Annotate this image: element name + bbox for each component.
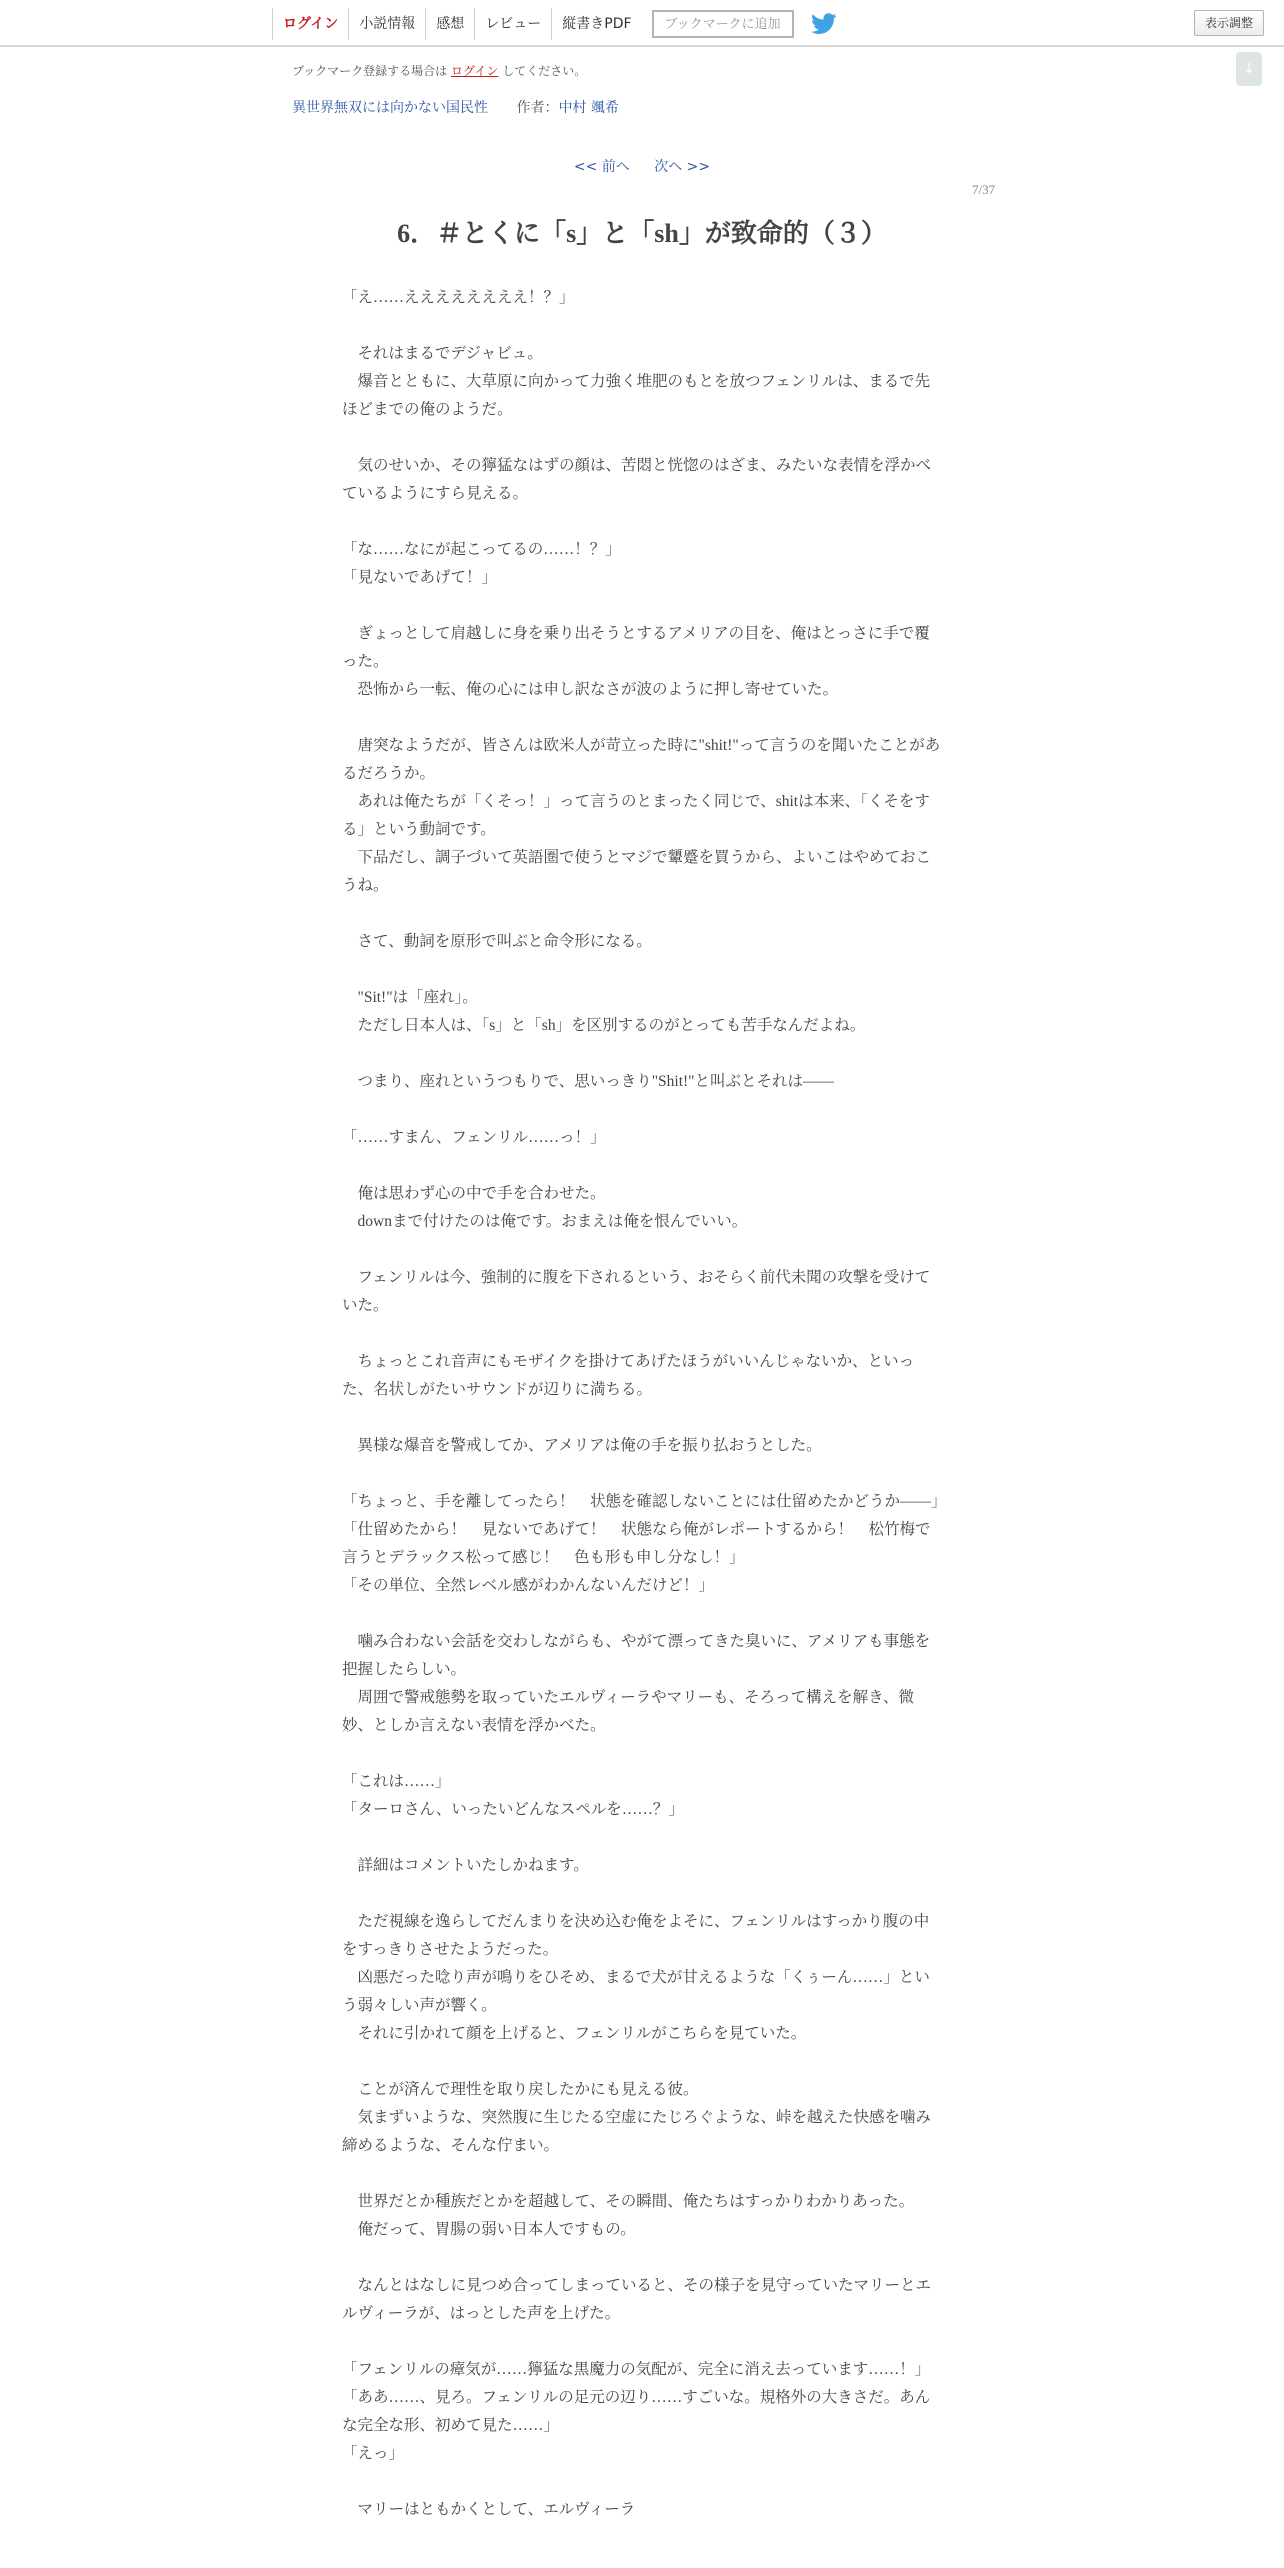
body-paragraph: 俺は思わず心の中で手を合わせた。: [342, 1185, 606, 1202]
body-paragraph: 世界だとか種族だとかを超越して、その瞬間、俺たちはすっかりわかりあった。: [342, 2193, 915, 2210]
novel-body: [342, 284, 947, 2524]
body-paragraph: [342, 1740, 942, 1768]
nav-vertical-pdf[interactable]: 縦書きPDF: [551, 8, 641, 40]
body-paragraph: [342, 2160, 942, 2188]
body-paragraph: フェンリルは今、強制的に腹を下されるという、おそらく前代未聞の攻撃を受けていた。: [342, 1269, 931, 1314]
chapter-count: 7/37: [972, 182, 996, 197]
next-chapter-link[interactable]: 次へ >>: [654, 159, 711, 175]
body-paragraph: 異様な爆音を警戒してか、アメリアは俺の手を振り払おうとした。: [342, 1437, 822, 1454]
prev-chapter-link[interactable]: << 前へ: [573, 159, 630, 175]
nav-impressions[interactable]: 感想: [425, 8, 474, 40]
add-bookmark-button[interactable]: ブックマークに追加: [652, 10, 794, 38]
body-paragraph: 下品だし、調子づいて英語圏で使うとマジで顰蹙を買うから、よいこはやめておこうね。: [342, 849, 932, 894]
author-link[interactable]: 中村 颯希: [558, 100, 619, 116]
body-paragraph: [342, 1404, 942, 1432]
body-paragraph: 「これは……」: [342, 1773, 451, 1790]
nav-novel-info[interactable]: 小説情報: [348, 8, 425, 40]
body-paragraph: ただし日本人は、「s」と「sh」を区別するのがとっても苦手なんだよね。: [342, 1017, 866, 1034]
body-paragraph: [342, 1320, 942, 1348]
top-navigation-bar: [0, 0, 1284, 47]
body-paragraph: 「フェンリルの瘴気が……獰猛な黒魔力の気配が、完全に消え去っています……！」: [342, 2361, 931, 2378]
body-paragraph: [342, 704, 942, 732]
body-paragraph: 「えっ」: [342, 2445, 405, 2462]
body-paragraph: マリーはともかくとして、エルヴィーラ: [342, 2501, 636, 2518]
body-paragraph: 恐怖から一転、俺の心には申し訳なさが波のように押し寄せていた。: [342, 681, 839, 698]
chapter-title: 6．＃とくに「s」と「sh」が致命的（３）: [397, 219, 887, 248]
body-paragraph: [342, 2328, 942, 2356]
body-paragraph: なんとはなしに見つめ合ってしまっていると、その様子を見守っていたマリーとエルヴィーラが、はっとした声を上げた。: [342, 2277, 932, 2322]
body-paragraph: 唐突なようだが、皆さんは欧米人が苛立った時に"shit!"って言うのを聞いたことがあるだろうか。: [342, 737, 941, 782]
body-paragraph: [342, 1460, 942, 1488]
body-paragraph: [342, 424, 942, 452]
body-paragraph: [342, 312, 942, 340]
body-paragraph: 「……すまん、フェンリル……っ！」: [342, 1129, 606, 1146]
body-paragraph: [342, 592, 942, 620]
body-paragraph: つまり、座れというつもりで、思いっきり"Shit!"と叫ぶとそれは――: [342, 1073, 834, 1090]
body-paragraph: 「その単位、全然レベル感がわかんないんだけど！」: [342, 1577, 715, 1594]
body-paragraph: 詳細はコメントいたしかねます。: [342, 1857, 589, 1874]
body-paragraph: ちょっとこれ音声にもモザイクを掛けてあげたほうがいいんじゃないか、といった、名状しがたいサウンドが辺りに満ちる。: [342, 1353, 915, 1398]
body-paragraph: 「え……ええええええええ！？」: [342, 289, 575, 306]
nav-review[interactable]: レビュー: [474, 8, 551, 40]
body-paragraph: それはまるでデジャビュ。: [342, 345, 543, 362]
body-paragraph: [342, 1824, 942, 1852]
body-paragraph: 周囲で警戒態勢を取っていたエルヴィーラやマリーも、そろって構えを解き、微妙、としか言えない表情を浮かべた。: [342, 1689, 914, 1734]
body-paragraph: 気まずいような、突然腹に生じたる空虚にたじろぐような、峠を越えた快感を噛み締めるような、そんな佇まい。: [342, 2109, 932, 2154]
main-nav: [272, 8, 838, 40]
body-paragraph: [342, 1152, 942, 1180]
body-paragraph: [342, 900, 942, 928]
body-paragraph: [342, 1880, 942, 1908]
body-paragraph: [342, 1096, 942, 1124]
body-paragraph: [342, 2048, 942, 2076]
bookmark-note-after: してください。: [502, 64, 587, 78]
body-paragraph: [342, 1236, 942, 1264]
novel-info: [292, 97, 619, 117]
body-paragraph: "Sit!"は「座れ」。: [342, 989, 478, 1006]
body-paragraph: あれは俺たちが「くそっ！」って言うのとまったく同じで、shitは本来、「くそをする」という動詞です。: [342, 793, 930, 838]
body-paragraph: 「ああ……、見ろ。フェンリルの足元の辺り……すごいな。規格外の大きさだ。あんな完全な形、初めて見た……」: [342, 2389, 931, 2434]
chapter-pager: [0, 156, 1284, 176]
novel-title-link[interactable]: 異世界無双には向かない国民性: [292, 100, 488, 116]
body-paragraph: 「ターロさん、いったいどんなスペルを……？」: [342, 1801, 684, 1818]
body-paragraph: [342, 2468, 942, 2496]
body-paragraph: [342, 1040, 942, 1068]
body-paragraph: [342, 1600, 942, 1628]
nav-login[interactable]: ログイン: [272, 8, 348, 40]
body-paragraph: ただ視線を逸らしてだんまりを決め込む俺をよそに、フェンリルはすっかり腹の中をすっきりさせたようだった。: [342, 1913, 930, 1958]
body-paragraph: 「な……なにが起こってるの……！？」: [342, 541, 621, 558]
body-paragraph: 「見ないであげて！」: [342, 569, 498, 586]
body-paragraph: 噛み合わない会話を交わしながらも、やがて漂ってきた臭いに、アメリアも事態を把握したらしい。: [342, 1633, 931, 1678]
body-paragraph: ことが済んで理性を取り戻したかにも見える彼。: [342, 2081, 699, 2098]
display-settings-button[interactable]: 表示調整: [1194, 10, 1264, 36]
bookmark-note-before: ブックマーク登録する場合は: [292, 64, 448, 78]
body-paragraph: 凶悪だった唸り声が鳴りをひそめ、まるで犬が甘えるような「くぅーん……」という弱々しい声が響く。: [342, 1969, 930, 2014]
body-paragraph: 「ちょっと、手を離してったら！ 状態を確認しないことには仕留めたかどうか――」: [342, 1493, 947, 1510]
body-paragraph: ぎょっとして肩越しに身を乗り出そうとするアメリアの目を、俺はとっさに手で覆った。: [342, 625, 930, 670]
body-paragraph: それに引かれて顔を上げると、フェンリルがこちらを見ていた。: [342, 2025, 807, 2042]
body-paragraph: downまで付けたのは俺です。おまえは俺を恨んでいい。: [342, 1213, 748, 1230]
body-paragraph: [342, 2244, 942, 2272]
body-paragraph: さて、動詞を原形で叫ぶと命令形になる。: [342, 933, 652, 950]
bookmark-note-login-link[interactable]: ログイン: [451, 64, 499, 78]
body-paragraph: 気のせいか、その獰猛なはずの顔は、苦悶と恍惚のはざま、みたいな表情を浮かべているようにすら見える。: [342, 457, 932, 502]
twitter-icon[interactable]: [810, 12, 838, 36]
body-paragraph: [342, 956, 942, 984]
scroll-down-button[interactable]: ↓: [1236, 52, 1262, 86]
body-paragraph: 「仕留めたから！ 見ないであげて！ 状態なら俺がレポートするから！ 松竹梅で言うとデラックス松って感じ！ 色も形も申し分なし！」: [342, 1521, 931, 1566]
bookmark-login-note: [292, 62, 586, 79]
body-paragraph: 爆音とともに、大草原に向かって力強く堆肥のもとを放つフェンリルは、まるで先ほどまでの俺のようだ。: [342, 373, 931, 418]
author-label: 作者：: [516, 100, 559, 116]
body-paragraph: 俺だって、胃腸の弱い日本人ですもの。: [342, 2221, 636, 2238]
body-paragraph: [342, 508, 942, 536]
